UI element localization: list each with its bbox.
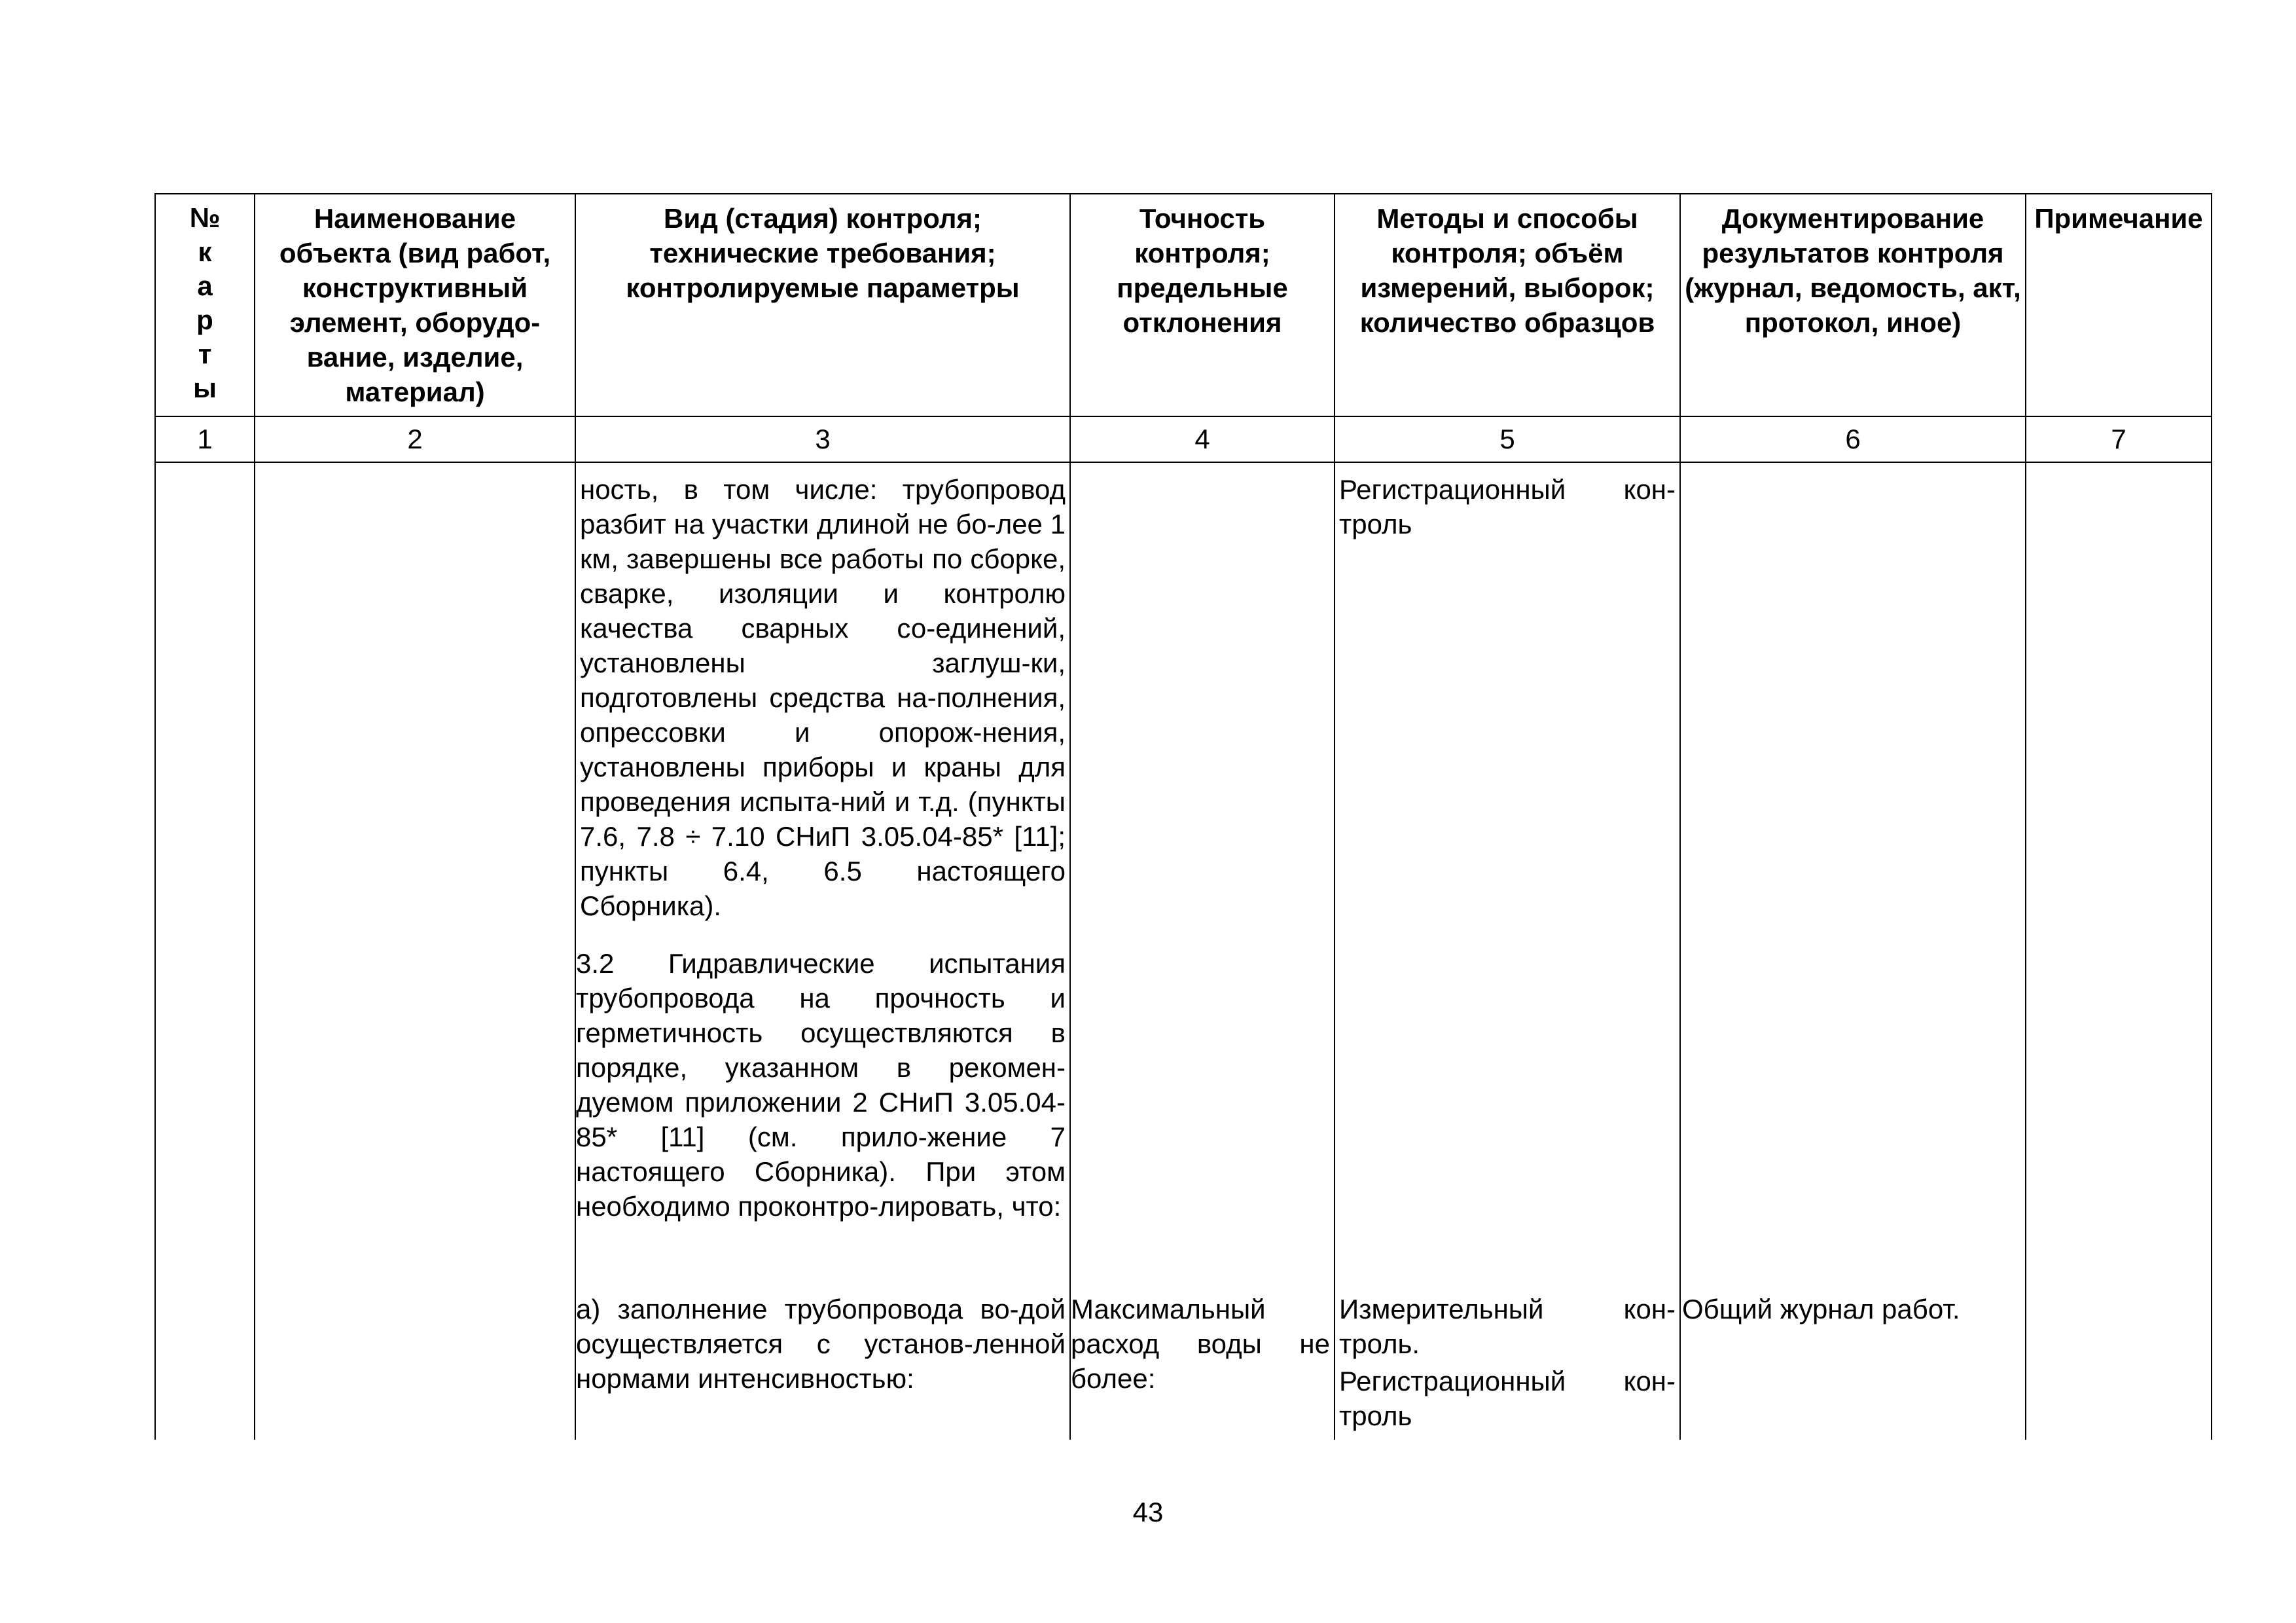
cell-control-requirements — [575, 462, 1070, 937]
cell-documentation — [1680, 1286, 2026, 1440]
column-number: 5 — [1335, 416, 1680, 462]
column-number: 6 — [1680, 416, 2026, 462]
methods-text: Регистрационный кон-троль — [1339, 1366, 1676, 1431]
cell-object-name — [255, 1286, 575, 1440]
cell-object-name — [255, 937, 575, 1286]
header-control-type: Вид (стадия) контроля; технические требования; контролируемые параметры — [575, 194, 1070, 416]
table-row — [155, 937, 2212, 1286]
table-header-row — [155, 194, 2212, 416]
header-documentation: Документирование результатов контроля (журнал, ведомость, акт, протокол, иное) — [1680, 194, 2026, 416]
control-table — [154, 193, 2212, 1440]
cell-control-requirements — [575, 937, 1070, 1286]
header-accuracy: Точность контроля; предельные отклонения — [1070, 194, 1335, 416]
cell-object-name — [255, 462, 575, 937]
methods-text: Измерительный кон-троль. — [1339, 1294, 1676, 1359]
methods-text: Регистрационный кон-троль — [1339, 474, 1676, 539]
cell-card-number — [155, 1286, 255, 1440]
header-card-number: № к а р т ы — [155, 194, 255, 416]
cell-accuracy — [1070, 1286, 1335, 1440]
cell-methods — [1335, 937, 1680, 1286]
cell-accuracy — [1070, 462, 1335, 937]
header-methods: Методы и способы контроля; объём измерений, выборок; количество образцов — [1335, 194, 1680, 416]
requirements-text: 3.2 Гидравлические испытания трубопровода на прочность и герметичность осуществляются в порядке, указанном в рекомен-дуемом приложении 2 СНиП 3.05.04-85* [11] (см. прило-жение 7 настоящего Сборника). При этом необходимо проконтро-лировать, что: — [576, 948, 1066, 1222]
cell-methods — [1335, 462, 1680, 937]
header-note: Примечание — [2026, 194, 2212, 416]
column-number: 1 — [155, 416, 255, 462]
table-row — [155, 462, 2212, 937]
cell-note — [2026, 937, 2212, 1286]
documentation-text: Общий журнал работ. — [1682, 1294, 1960, 1324]
column-number-row — [155, 416, 2212, 462]
cell-documentation — [1680, 937, 2026, 1286]
accuracy-text: Максимальный расход воды не более: — [1071, 1294, 1330, 1394]
cell-accuracy — [1070, 937, 1335, 1286]
cell-documentation — [1680, 462, 2026, 937]
requirements-text: а) заполнение трубопровода во-дой осуществляется с установ-ленной нормами интенсивностью: — [576, 1294, 1066, 1394]
table-row — [155, 1286, 2212, 1440]
page-number: 43 — [1132, 1497, 1164, 1527]
column-number: 2 — [255, 416, 575, 462]
column-number: 3 — [575, 416, 1070, 462]
header-object-name: Наименование объекта (вид работ, конструктивный элемент, оборудо-вание, изделие, материал) — [255, 194, 575, 416]
cell-note — [2026, 462, 2212, 937]
cell-note — [2026, 1286, 2212, 1440]
cell-methods — [1335, 1286, 1680, 1440]
requirements-text: ность, в том числе: трубопровод разбит на участки длиной не бо-лее 1 км, завершены все работы по сборке, сварке, изоляции и контролю качества сварных со-единений, установлены заглуш-ки, подготовлены средства на-полнения, опрессовки и опорож-нения, установлены приборы и краны для проведения испыта-ний и т.д. (пункты 7.6, 7.8 ÷ 7.10 СНиП 3.05.04-85* [11]; пункты 6.4, 6.5 настоящего Сборника). — [580, 474, 1066, 921]
cell-card-number — [155, 937, 255, 1286]
column-number: 7 — [2026, 416, 2212, 462]
column-number: 4 — [1070, 416, 1335, 462]
cell-card-number — [155, 462, 255, 937]
cell-control-requirements — [575, 1286, 1070, 1440]
